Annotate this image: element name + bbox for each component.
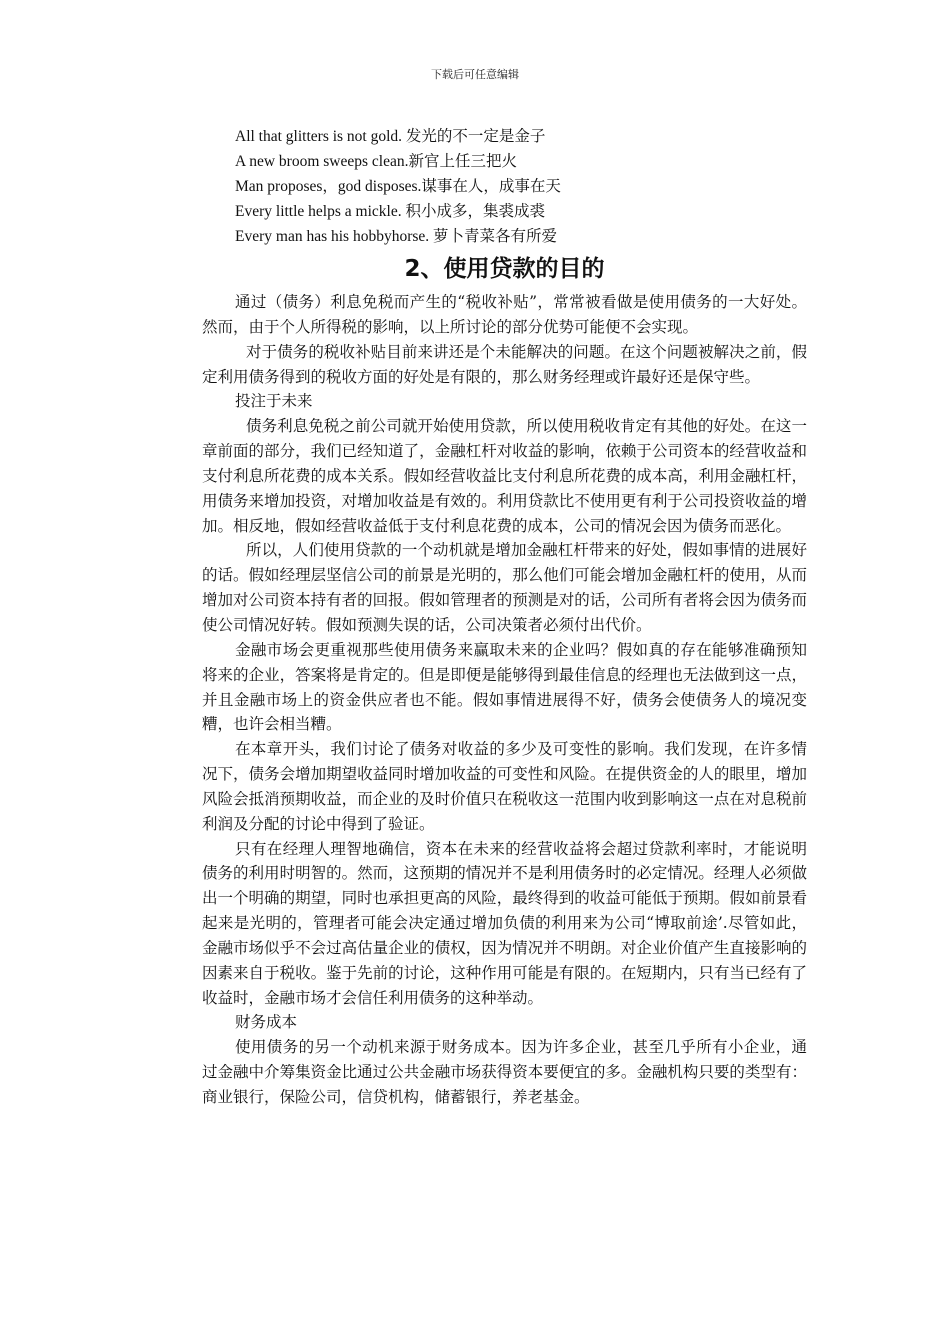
paragraph-tax-unresolved: 对于债务的税收补贴目前来讲还是个未能解决的问题。在这个问题被解决之前，假定利用债务得到的税收方面的好处是有限的，那么财务经理或许最好还是保守些。 <box>202 342 807 386</box>
paragraph-risk-discussion: 在本章开头，我们讨论了债务对收益的多少及可变性的影响。我们发现，在许多情况下，债务会增加期望收益同时增加收益的可变性和风险。在提供资金的人的眼里，增加风险会抵消预期收益，而企业的及时价值只在税收这一范围内收到影响这一点在对息税前利润及分配的讨论中得到了验证。 <box>202 740 807 833</box>
paragraph-rational-use: 只有在经理人理智地确信，资本在未来的经营收益将会超过贷款利率时，才能说明债务的利用时明智的。然而，这预期的情况并不是利用债务时的必定情况。经理人必须做出一个明确的期望，同时也承担更高的风险，最终得到的收益可能低于预期。假如前景看起来是光明的，管理者可能会决定通过增加负债的利用来为公司“博取前途’.尽管如此，金融市场似乎不会过高估量企业的债权，因为情况并不明朗。对企业价值产生直接影响的因素来自于税收。鉴于先前的讨论，这种作用可能是有限的。在短期内，只有当已经有了收益时，金融市场才会信任利用债务的这种举动。 <box>202 839 807 1007</box>
page-header-note: 下载后可任意编辑 <box>431 68 519 81</box>
proverb-line: Every man has his hobbyhorse. 萝卜青菜各有所爱 <box>235 228 558 245</box>
paragraph-financing-cost: 使用债务的另一个动机来源于财务成本。因为许多企业，甚至几乎所有小企业，通过金融中介筹集资金比通过公共金融市场获得资本要便宜的多。金融机构只要的类型有：商业银行，保险公司，信贷机构，储蓄银行，养老基金。 <box>202 1038 807 1106</box>
subheading-financing-cost: 财务成本 <box>235 1013 298 1032</box>
paragraph-market-view: 金融市场会更重视那些使用债务来赢取未来的企业吗？假如真的存在能够准确预知将来的企业，答案将是肯定的。但是即便是能够得到最佳信息的经理也无法做到这一点，并且金融市场上的资金供应者也不能。假如事情进展得不好，债务会使债务人的境况变糟，也许会相当糟。 <box>202 640 807 734</box>
proverb-line: Man proposes，god disposes.谋事在人，成事在天 <box>235 178 561 195</box>
subheading-bet-on-future: 投注于未来 <box>235 392 313 411</box>
proverb-line: Every little helps a mickle. 积小成多，集裘成裘 <box>235 203 545 220</box>
proverb-list <box>202 124 807 249</box>
proverb-line: A new broom sweeps clean.新官上任三把火 <box>235 153 517 170</box>
paragraph-leverage-motive: 所以，人们使用贷款的一个动机就是增加金融杠杆带来的好处，假如事情的进展好的话。假如经理层坚信公司的前景是光明的，那么他们可能会增加金融杠杆的使用，从而增加对公司资本持有者的回报。假如管理者的预测是对的话，公司所有者将会因为债务而使公司情况好转。假如预测失误的话，公司决策者必须付出代价。 <box>202 541 807 634</box>
proverb-line: All that glitters is not gold. 发光的不一定是金子 <box>235 128 546 145</box>
document-body <box>202 124 807 1110</box>
section-title: 2、使用贷款的目的 <box>404 256 605 282</box>
paragraph-tax-subsidy: 通过（债务）利息免税而产生的“税收补贴”，常常被看做是使用债务的一大好处。然而，由于个人所得税的影响，以上所讨论的部分优势可能便不会实现。 <box>202 293 807 336</box>
paragraph-leverage-effect: 债务利息免税之前公司就开始使用贷款，所以使用税收肯定有其他的好处。在这一章前面的部分，我们已经知道了，金融杠杆对收益的影响，依赖于公司资本的经营收益和支付利息所花费的成本关系。假如经营收益比支付利息所花费的成本高，利用金融杠杆，用债务来增加投资，对增加收益是有效的。利用贷款比不使用更有利于公司投资收益的增加。相反地，假如经营收益低于支付利息花费的成本，公司的情况会因为债务而恶化。 <box>202 417 807 535</box>
